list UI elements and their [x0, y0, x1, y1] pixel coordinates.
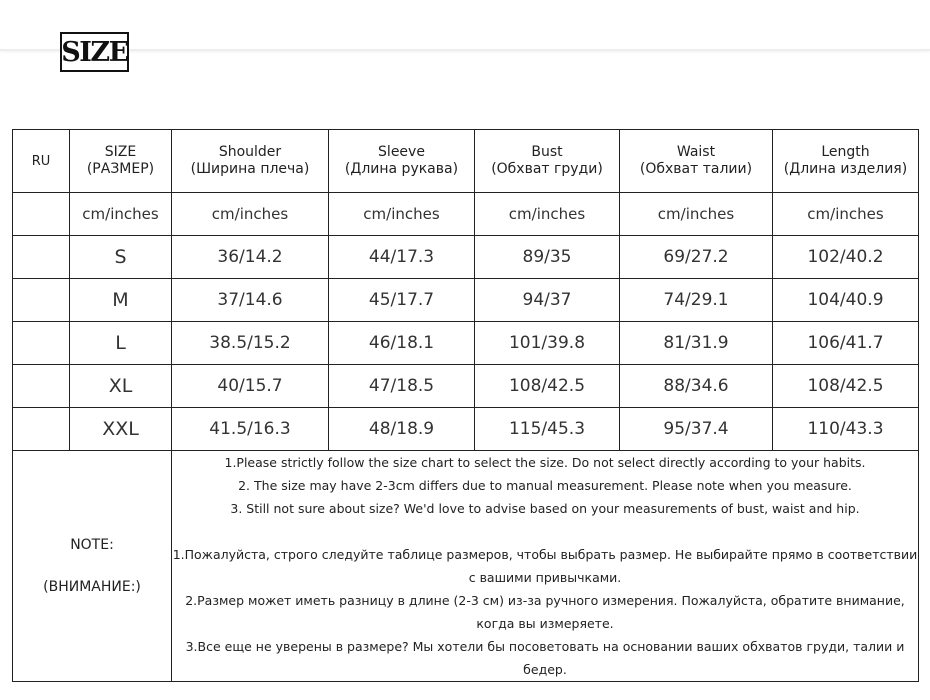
table-row — [13, 236, 919, 279]
waist-cell: 69/27.2 — [620, 236, 773, 279]
unit-cell: cm/inches — [172, 193, 329, 236]
length-cell: 106/41.7 — [773, 322, 919, 365]
unit-cell: cm/inches — [70, 193, 172, 236]
shoulder-cell: 36/14.2 — [172, 236, 329, 279]
bust-cell: 108/42.5 — [475, 365, 620, 408]
note-label-en: NOTE: — [70, 537, 114, 553]
note-en-line: 1.Please strictly follow the size chart to select the size. Do not select directly according to your habits. — [224, 455, 866, 470]
size-cell: XXL — [70, 408, 172, 451]
note-en-line: 2. The size may have 2-3cm differs due to manual measurement. Please note when you measure. — [238, 478, 852, 493]
table-row — [13, 408, 919, 451]
size-badge: SIZE — [60, 32, 129, 72]
note-ru-line: когда вы измеряете. — [476, 616, 614, 631]
units-row — [13, 193, 919, 236]
shoulder-cell: 41.5/16.3 — [172, 408, 329, 451]
header-waist: Waist (Обхват талии) — [620, 130, 773, 193]
note-ru-line: 3.Все еще не уверены в размере? Мы хотели бы посоветовать на основании ваших обхватов груди, талии и бедер. — [185, 639, 905, 677]
ru-size-cell — [13, 408, 70, 451]
note-ru-line: 2.Размер может иметь разницу в длине (2-3 см) из-за ручного измерения. Пожалуйста, обратите внимание, — [185, 593, 905, 608]
ru-size-cell — [13, 279, 70, 322]
shoulder-cell: 40/15.7 — [172, 365, 329, 408]
note-ru-line: с вашими привычками. — [468, 570, 622, 585]
unit-cell — [13, 193, 70, 236]
ru-size-cell — [13, 236, 70, 279]
waist-cell: 81/31.9 — [620, 322, 773, 365]
note-label-ru: (ВНИМАНИЕ:) — [43, 579, 141, 595]
length-cell: 102/40.2 — [773, 236, 919, 279]
size-cell: S — [70, 236, 172, 279]
length-cell: 110/43.3 — [773, 408, 919, 451]
table-row — [13, 279, 919, 322]
size-cell: L — [70, 322, 172, 365]
note-ru-line: 1.Пожалуйста, строго следуйте таблице размеров, чтобы выбрать размер. Не выбирайте прямо в соответствии — [172, 547, 918, 562]
sleeve-cell: 44/17.3 — [329, 236, 475, 279]
note-label-cell — [13, 451, 172, 682]
waist-cell: 95/37.4 — [620, 408, 773, 451]
shoulder-cell: 38.5/15.2 — [172, 322, 329, 365]
header-length: Length (Длина изделия) — [773, 130, 919, 193]
unit-cell: cm/inches — [773, 193, 919, 236]
length-cell: 104/40.9 — [773, 279, 919, 322]
bust-cell: 115/45.3 — [475, 408, 620, 451]
bust-cell: 89/35 — [475, 236, 620, 279]
unit-cell: cm/inches — [475, 193, 620, 236]
waist-cell: 74/29.1 — [620, 279, 773, 322]
ru-size-cell — [13, 322, 70, 365]
top-divider-line — [0, 49, 930, 51]
unit-cell: cm/inches — [620, 193, 773, 236]
ru-size-cell — [13, 365, 70, 408]
header-size: SIZE (РАЗМЕР) — [70, 130, 172, 193]
header-row — [13, 130, 919, 193]
sleeve-cell: 46/18.1 — [329, 322, 475, 365]
header-bust: Bust (Обхват груди) — [475, 130, 620, 193]
note-text-cell — [172, 451, 919, 682]
shoulder-cell: 37/14.6 — [172, 279, 329, 322]
bust-cell: 94/37 — [475, 279, 620, 322]
table-row — [13, 365, 919, 408]
header-shoulder: Shoulder (Ширина плеча) — [172, 130, 329, 193]
sleeve-cell: 48/18.9 — [329, 408, 475, 451]
length-cell: 108/42.5 — [773, 365, 919, 408]
unit-cell: cm/inches — [329, 193, 475, 236]
header-sleeve: Sleeve (Длина рукава) — [329, 130, 475, 193]
sleeve-cell: 45/17.7 — [329, 279, 475, 322]
table-row — [13, 322, 919, 365]
waist-cell: 88/34.6 — [620, 365, 773, 408]
size-chart-table — [12, 129, 919, 682]
size-cell: M — [70, 279, 172, 322]
note-row — [13, 451, 919, 682]
note-en-line: 3. Still not sure about size? We'd love to advise based on your measurements of bust, waist and hip. — [230, 501, 860, 516]
bust-cell: 101/39.8 — [475, 322, 620, 365]
size-cell: XL — [70, 365, 172, 408]
sleeve-cell: 47/18.5 — [329, 365, 475, 408]
header-ru: RU — [13, 130, 70, 193]
